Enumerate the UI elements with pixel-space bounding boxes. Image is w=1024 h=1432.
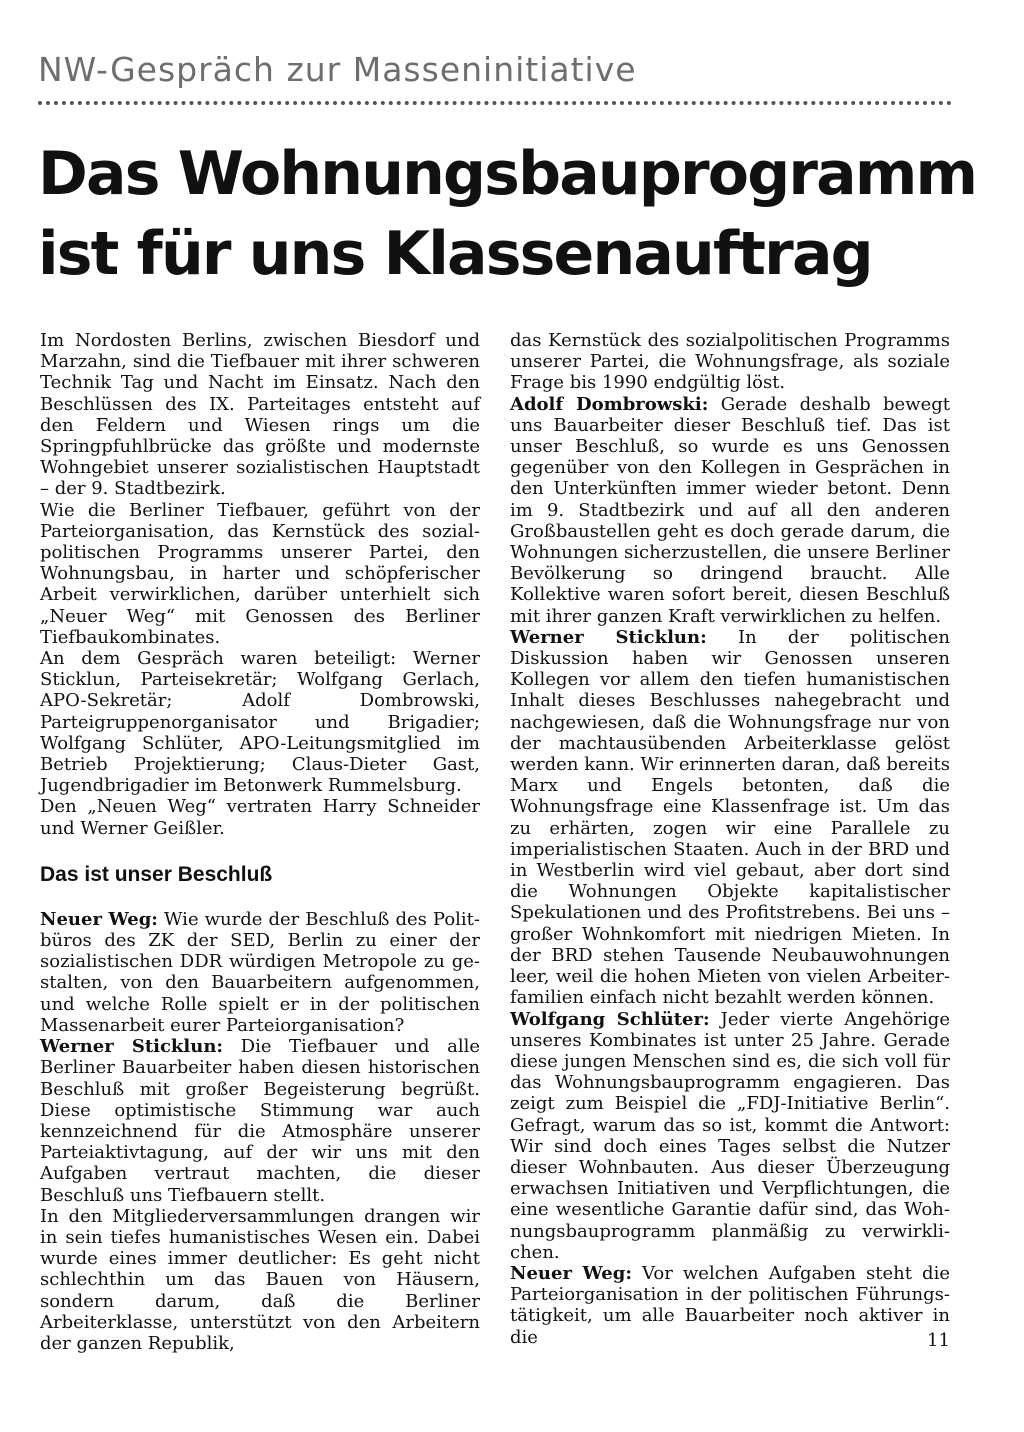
answer-3-text: In der politischen Diskussion haben wir Genossen unseren Kollegen vor allem den tiefen humanistischen Inhalt dieses Beschlusses nahegebracht und nachgewiesen, daß die Wohnungsfrage nur von der machtausübenden Arbeiterklasse gelöst werden kann. Wir erinnerten daran, daß bereits Marx und Engels betonten, daß die Wohnungsfrage eine Klassenfrage ist. Um das zu erhärten, zogen wir eine Parallele zu imperialistischen Staaten. Auch in der BRD und in Westberlin wird viel gebaut, aber dort sind die Wohnungen Objekte kapitalistischer Spekulationen und des Profitstrebens. Bei uns – großer Wohnkomfort mit niedrigen Mieten. In der BRD stehen Tausende Neubauwohnungen leer, weil die hohen Mieten von vielen Arbeiterfamilien einfach nicht bezahlt werden können. bbox=[510, 626, 950, 1009]
kicker-rule bbox=[38, 101, 952, 105]
answer-1-text: Die Tiefbauer und alle Berliner Bauarbeiter haben diesen historischen Beschluß mit großer Begeisterung begrüßt. Diese optimistische Stimmung war auch kennzeichnend für die Atmosphäre unserer Parteiaktivtagung, auf der wir uns mit den Aufgaben vertraut machten, die dieser Beschluß uns Tiefbauern stellt. bbox=[40, 1036, 480, 1206]
speaker-label: Werner Sticklun: bbox=[40, 1036, 224, 1058]
right-column bbox=[510, 330, 950, 1348]
speaker-label: Neuer Weg: bbox=[40, 908, 158, 930]
context-paragraph: Wie die Berliner Tiefbauer, geführt von der Parteiorganisation, das Kernstück des sozialpolitischen Programms unserer Partei, den Wohnungsbau, in harter und schöpferischer Arbeit verwirklichen, darüber unterhielt sich „Neuer Weg“ mit Genossen des Berliner Tiefbaukombinates. bbox=[40, 499, 480, 648]
answer-2-text: Gerade deshalb bewegt uns Bauarbeiter dieser Beschluß tief. Das ist unser Beschluß, so wurde es uns Genossen gegenüber von den Kollegen in Gesprächen in den Unterkünften immer wieder betont. Denn im 9. Stadtbezirk und auf all den anderen Großbaustellen geht es doch gerade darum, die Wohnungen sicherzustellen, die unsere Berliner Bevölkerung so dringend braucht. Alle Kollektive waren sofort bereit, diesen Beschluß mit ihrer ganzen Kraft verwirklichen zu helfen. bbox=[510, 393, 950, 627]
question-2-text: Vor welchen Aufgaben steht die Parteiorganisation in der politischen Führungstätigkeit, um alle Bauarbeiter noch aktiver in die bbox=[510, 1262, 950, 1348]
speaker-label: Wolfgang Schlüter: bbox=[510, 1008, 710, 1030]
kicker-heading: NW-Gespräch zur Masseninitiative bbox=[38, 50, 637, 89]
headline-line-2: ist für uns Klassenauftrag bbox=[38, 219, 872, 289]
answer-1 bbox=[40, 1036, 480, 1206]
speaker-label: Neuer Weg: bbox=[510, 1262, 632, 1284]
question-2 bbox=[510, 1263, 950, 1348]
page-number: 11 bbox=[927, 1330, 950, 1351]
section-subheading: Das ist unser Beschluß bbox=[40, 862, 273, 886]
speaker-label: Werner Sticklun: bbox=[510, 626, 707, 648]
question-1 bbox=[40, 909, 480, 1036]
headline-line-1: Das Wohnungsbauprogramm bbox=[38, 139, 977, 209]
speaker-label: Adolf Dombrowski: bbox=[510, 393, 709, 415]
left-column bbox=[40, 330, 480, 1354]
answer-3 bbox=[510, 627, 950, 1009]
answer-1-continued: In den Mitgliederversammlungen drangen wir in sein tiefes humanistisches Wesen ein. Dabei wurde eines immer deutlicher: Es geht nicht schlechthin um das Bauen von Häusern, sondern darum, daß die Berliner Arbeiterklasse, unterstützt von den Arbeitern der ganzen Republik, bbox=[40, 1205, 480, 1354]
intro-paragraph: Im Nordosten Berlins, zwischen Biesdorf und Marzahn, sind die Tiefbauer mit ihrer schweren Technik Tag und Nacht im Einsatz. Nach den Beschlüssen des IX. Parteitages entsteht auf den Feldern und Wiesen rings um die Springpfuhlbrücke das größte und modernste Wohngebiet unserer sozialistischen Hauptstadt – der 9. Stadtbezirk. bbox=[40, 330, 480, 500]
answer-4-text: Jeder vierte Angehörige unseres Kombinates ist unter 25 Jahre. Gerade diese jungen Menschen sind es, die sich voll für das Wohnungsbauprogramm engagieren. Das zeigt zum Beispiel die „FDJ-Initiative Berlin“. Gefragt, warum das so ist, kommt die Antwort: Wir sind doch eines Tages selbst die Nutzer dieser Wohnbauten. Aus dieser Überzeugung erwachsen Initiativen und Verpflichtungen, die eine wesentliche Garantie dafür sind, das Wohnungsbauprogramm planmäßig zu verwirklichen. bbox=[510, 1008, 950, 1263]
answer-4 bbox=[510, 1009, 950, 1263]
headline bbox=[38, 134, 976, 294]
answer-2 bbox=[510, 394, 950, 627]
continued-paragraph: das Kernstück des sozialpolitischen Programms unserer Partei, die Wohnungsfrage, als soziale Frage bis 1990 endgültig löst. bbox=[510, 330, 950, 394]
representatives-paragraph: Den „Neuen Weg“ vertraten Harry Schneider und Werner Geißler. bbox=[40, 796, 480, 839]
participants-paragraph: An dem Gespräch waren beteiligt: Werner Sticklun, Parteisekretär; Wolfgang Gerlach, APO-Sekretär; Adolf Dombrowski, Parteigruppenorganisator und Brigadier; Wolfgang Schlüter, APO-Leitungsmitglied im Betrieb Projektierung; Claus-Dieter Gast, Jugendbrigadier im Betonwerk Rummelsburg. bbox=[40, 648, 480, 797]
question-1-text: Wie wurde der Beschluß des Politbüros des ZK der SED, Berlin zu einer der sozialistischen DDR würdigen Metropole zu gestalten, von den Bauarbeitern aufgenommen, und welche Rolle spielt er in der politischen Massenarbeit eurer Parteiorganisation? bbox=[40, 908, 480, 1036]
